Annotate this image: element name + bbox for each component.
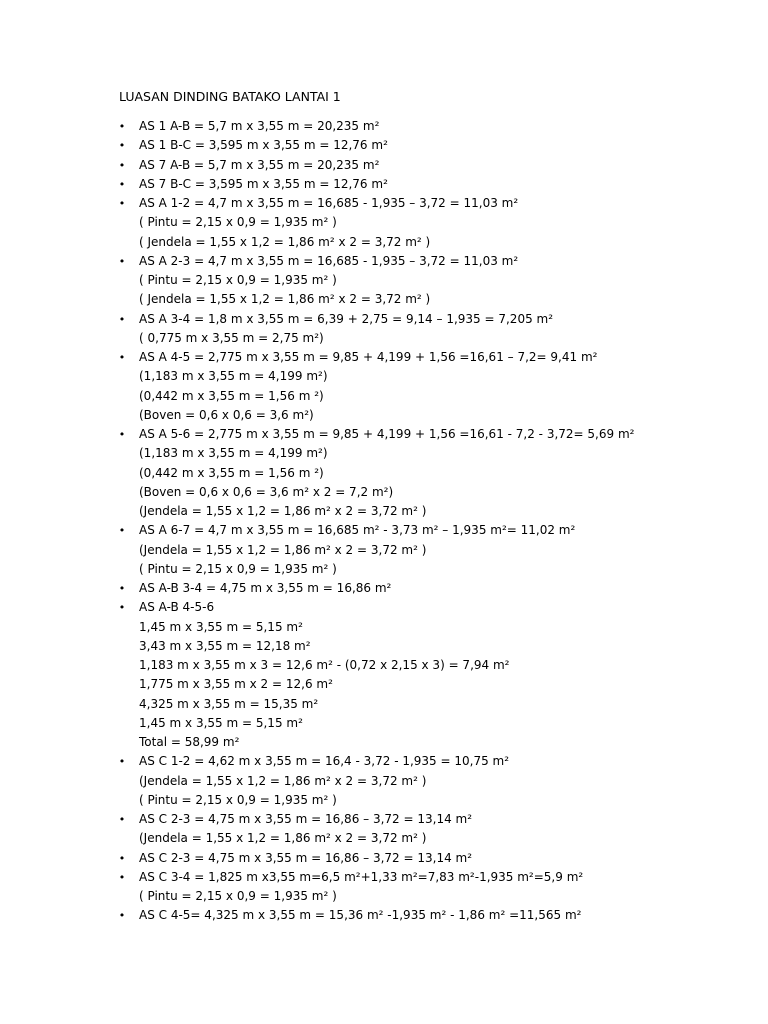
bullet-list-item — [0, 810, 768, 829]
list-item-text: ( Pintu = 2,15 x 0,9 = 1,935 m² ) — [139, 889, 337, 903]
bullet-icon: • — [118, 524, 126, 538]
list-item-continuation — [0, 714, 768, 733]
bullet-list-item — [0, 849, 768, 868]
list-item-continuation — [0, 637, 768, 656]
list-item-text: 1,45 m x 3,55 m = 5,15 m² — [139, 715, 303, 730]
list-item-text: Total = 58,99 m² — [139, 735, 240, 749]
bullet-list-item — [0, 136, 768, 155]
list-item-text: AS 1 B-C = 3,595 m x 3,55 m = 12,76 m² — [139, 138, 388, 153]
list-item-text: (1,183 m x 3,55 m = 4,199 m²) — [139, 446, 328, 461]
bullet-list-item — [0, 752, 768, 771]
list-item-continuation — [0, 483, 768, 502]
list-item-continuation — [0, 675, 768, 694]
list-item-continuation — [0, 502, 768, 521]
list-item-continuation — [0, 444, 768, 463]
list-item-text: ( Jendela = 1,55 x 1,2 = 1,86 m² x 2 = 3,72 m² ) — [139, 292, 431, 307]
list-item-text: (Boven = 0,6 x 0,6 = 3,6 m²) — [139, 407, 314, 422]
bullet-icon: • — [118, 351, 126, 364]
bullet-icon: • — [118, 177, 126, 191]
bullet-list-item — [0, 194, 768, 213]
bullet-icon: • — [118, 120, 126, 133]
list-item-continuation — [0, 290, 768, 309]
list-item-text: ( Pintu = 2,15 x 0,9 = 1,935 m² ) — [139, 273, 337, 287]
list-item-text: AS A 2-3 = 4,7 m x 3,55 m = 16,685 - 1,935 – 3,72 = 11,03 m² — [139, 253, 519, 268]
bullet-list-item — [0, 868, 768, 887]
bullet-list-item — [0, 156, 768, 175]
list-item-text: 1,183 m x 3,55 m x 3 = 12,6 m² - (0,72 x 2,15 x 3) = 7,94 m² — [139, 658, 510, 672]
list-item-text: 1,775 m x 3,55 m x 2 = 12,6 m² — [139, 677, 333, 692]
list-item-continuation — [0, 733, 768, 752]
list-item-text: 1,45 m x 3,55 m = 5,15 m² — [139, 619, 303, 634]
list-item-text: AS C 3-4 = 1,825 m x3,55 m=6,5 m²+1,33 m²=7,83 m²-1,935 m²=5,9 m² — [139, 869, 584, 884]
list-item-continuation — [0, 791, 768, 810]
list-item-text: AS A-B 3-4 = 4,75 m x 3,55 m = 16,86 m² — [139, 581, 392, 595]
list-item-continuation — [0, 406, 768, 425]
list-item-text: (0,442 m x 3,55 m = 1,56 m ²) — [139, 388, 324, 403]
list-item-continuation — [0, 695, 768, 714]
bullet-icon: • — [118, 158, 126, 172]
bullet-icon: • — [118, 197, 126, 210]
list-item-text: (Jendela = 1,55 x 1,2 = 1,86 m² x 2 = 3,72 m² ) — [139, 773, 427, 788]
list-item-text: (Jendela = 1,55 x 1,2 = 1,86 m² x 2 = 3,72 m² ) — [139, 542, 427, 557]
list-item-text: 3,43 m x 3,55 m = 12,18 m² — [139, 638, 311, 653]
list-item-text: ( Pintu = 2,15 x 0,9 = 1,935 m² ) — [139, 792, 337, 807]
list-item-continuation — [0, 367, 768, 386]
calculation-list — [0, 117, 768, 926]
bullet-icon: • — [118, 813, 126, 826]
list-item-continuation — [0, 233, 768, 252]
list-item-continuation — [0, 560, 768, 579]
list-item-text: AS 7 B-C = 3,595 m x 3,55 m = 12,76 m² — [139, 176, 388, 191]
list-item-text: ( Pintu = 2,15 x 0,9 = 1,935 m² ) — [139, 561, 337, 576]
bullet-icon: • — [118, 601, 126, 615]
list-item-text: AS A 3-4 = 1,8 m x 3,55 m = 6,39 + 2,75 = 9,14 – 1,935 = 7,205 m² — [139, 311, 554, 326]
bullet-icon: • — [118, 870, 126, 884]
list-item-text: (Jendela = 1,55 x 1,2 = 1,86 m² x 2 = 3,72 m² ) — [139, 504, 427, 518]
list-item-continuation — [0, 329, 768, 348]
bullet-icon: • — [118, 582, 126, 595]
bullet-icon: • — [118, 755, 126, 769]
bullet-list-item — [0, 252, 768, 271]
document-title: LUASAN DINDING BATAKO LANTAI 1 — [119, 89, 341, 104]
list-item-text: ( 0,775 m x 3,55 m = 2,75 m²) — [139, 330, 324, 345]
bullet-icon: • — [118, 312, 126, 326]
list-item-text: AS C 2-3 = 4,75 m x 3,55 m = 16,86 – 3,72 = 13,14 m² — [139, 812, 473, 826]
list-item-continuation — [0, 772, 768, 791]
list-item-text: AS A-B 4-5-6 — [139, 600, 215, 615]
list-item-continuation — [0, 887, 768, 906]
bullet-list-item — [0, 579, 768, 598]
list-item-text: (Jendela = 1,55 x 1,2 = 1,86 m² x 2 = 3,72 m² ) — [139, 831, 427, 846]
list-item-text: ( Jendela = 1,55 x 1,2 = 1,86 m² x 2 = 3,72 m² ) — [139, 234, 431, 249]
list-item-text: AS 1 A-B = 5,7 m x 3,55 m = 20,235 m² — [139, 119, 380, 133]
list-item-continuation — [0, 271, 768, 290]
bullet-icon: • — [118, 139, 126, 153]
list-item-text: (1,183 m x 3,55 m = 4,199 m²) — [139, 369, 328, 384]
list-item-text: (Boven = 0,6 x 0,6 = 3,6 m² x 2 = 7,2 m²) — [139, 484, 394, 499]
list-item-continuation — [0, 829, 768, 848]
bullet-list-item — [0, 310, 768, 329]
list-item-text: AS A 1-2 = 4,7 m x 3,55 m = 16,685 - 1,935 – 3,72 = 11,03 m² — [139, 196, 519, 210]
list-item-text: AS C 4-5= 4,325 m x 3,55 m = 15,36 m² -1,935 m² - 1,86 m² =11,565 m² — [139, 908, 582, 923]
bullet-list-item — [0, 117, 768, 136]
list-item-text: (0,442 m x 3,55 m = 1,56 m ²) — [139, 465, 324, 480]
list-item-continuation — [0, 618, 768, 637]
bullet-list-item — [0, 521, 768, 540]
bullet-icon: • — [118, 851, 126, 865]
list-item-text: 4,325 m x 3,55 m = 15,35 m² — [139, 696, 319, 711]
list-item-text: ( Pintu = 2,15 x 0,9 = 1,935 m² ) — [139, 215, 337, 230]
bullet-icon: • — [118, 428, 126, 441]
list-item-continuation — [0, 541, 768, 560]
bullet-list-item — [0, 906, 768, 925]
bullet-list-item — [0, 598, 768, 617]
bullet-icon: • — [118, 254, 126, 268]
bullet-list-item — [0, 425, 768, 444]
list-item-text: AS A 5-6 = 2,775 m x 3,55 m = 9,85 + 4,199 + 1,56 =16,61 - 7,2 - 3,72= 5,69 m² — [139, 427, 635, 441]
list-item-continuation — [0, 387, 768, 406]
list-item-text: AS A 6-7 = 4,7 m x 3,55 m = 16,685 m² - 3,73 m² – 1,935 m²= 11,02 m² — [139, 523, 576, 538]
list-item-text: AS C 1-2 = 4,62 m x 3,55 m = 16,4 - 3,72 - 1,935 = 10,75 m² — [139, 754, 510, 769]
list-item-continuation — [0, 656, 768, 675]
bullet-list-item — [0, 175, 768, 194]
list-item-text: AS A 4-5 = 2,775 m x 3,55 m = 9,85 + 4,199 + 1,56 =16,61 – 7,2= 9,41 m² — [139, 350, 598, 364]
list-item-text: AS 7 A-B = 5,7 m x 3,55 m = 20,235 m² — [139, 157, 380, 172]
list-item-text: AS C 2-3 = 4,75 m x 3,55 m = 16,86 – 3,72 = 13,14 m² — [139, 850, 473, 865]
list-item-continuation — [0, 213, 768, 232]
bullet-list-item — [0, 348, 768, 367]
bullet-icon: • — [118, 909, 126, 923]
list-item-continuation — [0, 464, 768, 483]
